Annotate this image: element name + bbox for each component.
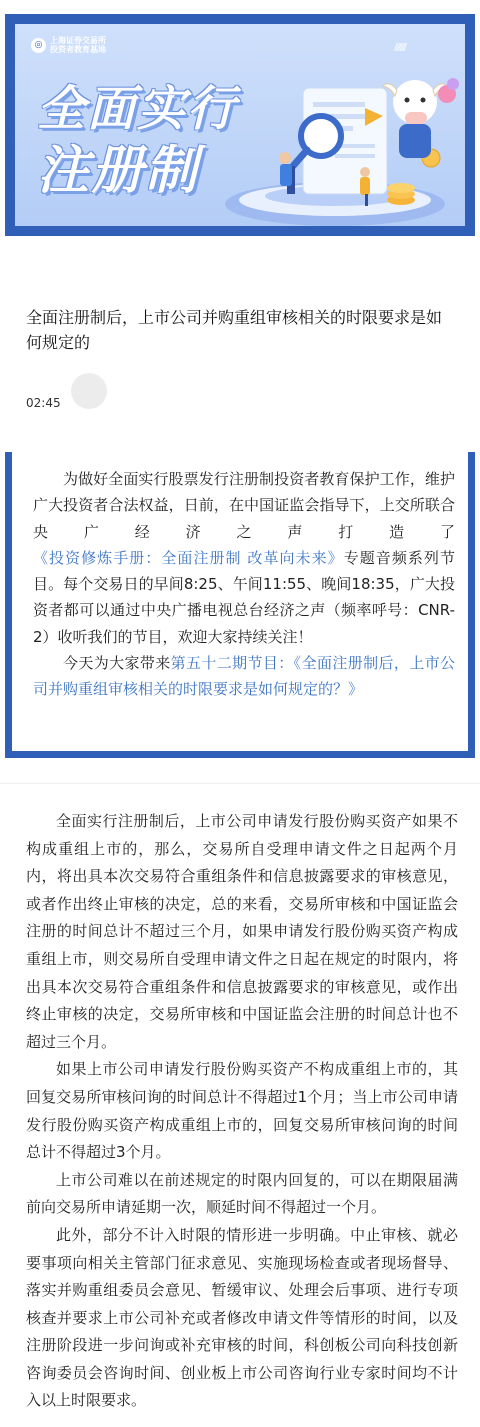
article-body — [26, 808, 458, 1415]
audio-title: 全面注册制后，上市公司并购重组审核相关的时限要求是如何规定的 — [26, 308, 443, 352]
audio-duration: 02:45 — [26, 396, 61, 410]
intro-text — [33, 466, 455, 703]
article-paragraph-3: 上市公司难以在前述规定的时限内回复的，可以在期限届满前向交易所申请延期一次，顺延时间不得超过一个月。 — [26, 1170, 458, 1217]
document-magnifier-illustration-icon — [215, 54, 465, 226]
sse-logo-icon: ◎ — [31, 38, 46, 53]
brand-logo — [31, 36, 106, 54]
article-paragraph-1: 全面实行注册制后，上市公司申请发行股份购买资产如果不构成重组上市的，那么，交易所自受理申请文件之日起两个月内，将出具本次交易符合重组条件和信息披露要求的审核意见，或者作出终止审核的决定，总的来看，交易所审核和中国证监会注册的时间总计不超过三个月，如果申请发行股份购买资产构成重组上市，则交易所自受理申请文件之日起在规定的时限内，将出具本次交易符合重组条件和信息披露要求的审核意见，或作出终止审核的决定，交易所审核和中国证监会注册的时间总计也不超过三个月。 — [26, 812, 458, 1051]
intro-box — [5, 452, 475, 758]
banner-frame — [5, 14, 475, 236]
episode-link[interactable]: 第五十二期节目：《全面注册制后，上市公司并购重组审核相关的时限要求是如何规定的？》 — [33, 654, 455, 699]
article-paragraph-4: 此外，部分不计入时限的情形进一步明确。中止审核、就必要事项向相关主管部门征求意见、实施现场检查或者现场督导、落实并购重组委员会意见、暂缓审议、处理会后事项、进行专项核查并要求上市公司补充或者修改申请文件等情形的时间，以及注册阶段进一步问询或补充审核的时间，科创板公司向科技创新咨询委员会咨询时间、创业板上市公司咨询行业专家时间均不计入以上时限要求。 — [26, 1225, 458, 1410]
brand-line-2: 投资者教育基地 — [50, 45, 106, 54]
intro-paragraph-2: 今天为大家带来第五十二期节目：《全面注册制后，上市公司并购重组审核相关的时限要求是如何规定的？》 — [33, 654, 455, 699]
intro-paragraph-1: 为做好全面实行股票发行注册制投资者教育保护工作，维护广大投资者合法权益，日前，在中国证监会指导下，上交所联合央广经济之声打造了《投资修炼手册：全面注册制 改革向未来》专题音频系列节目。每个交易日的早间8:25、午间11:55、晚间18:35，广大投资者都可以通过中央广播电视总台经济之声（频率呼号：CNR-2）收听我们的节目，欢迎大家持续关注！ — [33, 470, 455, 646]
banner-title-line-1: 全面实行 — [37, 81, 238, 137]
program-series-link[interactable]: 《投资修炼手册：全面注册制 改革向未来》 — [33, 548, 344, 567]
article-paragraph-2: 如果上市公司申请发行股份购买资产不构成重组上市的，其回复交易所审核问询的时间总计不得超过1个月；当上市公司申请发行股份购买资产构成重组上市的，回复交易所审核问询的时间总计不得超过3个月。 — [26, 1060, 458, 1162]
divider — [0, 783, 480, 784]
audio-play-button[interactable] — [71, 373, 107, 409]
brand-line-1: 上海证券交易所 — [50, 36, 106, 45]
banner-image — [15, 24, 465, 226]
banner-title-line-2: 注册制 — [37, 141, 200, 201]
decorative-stripes-icon: //////// — [394, 42, 405, 53]
